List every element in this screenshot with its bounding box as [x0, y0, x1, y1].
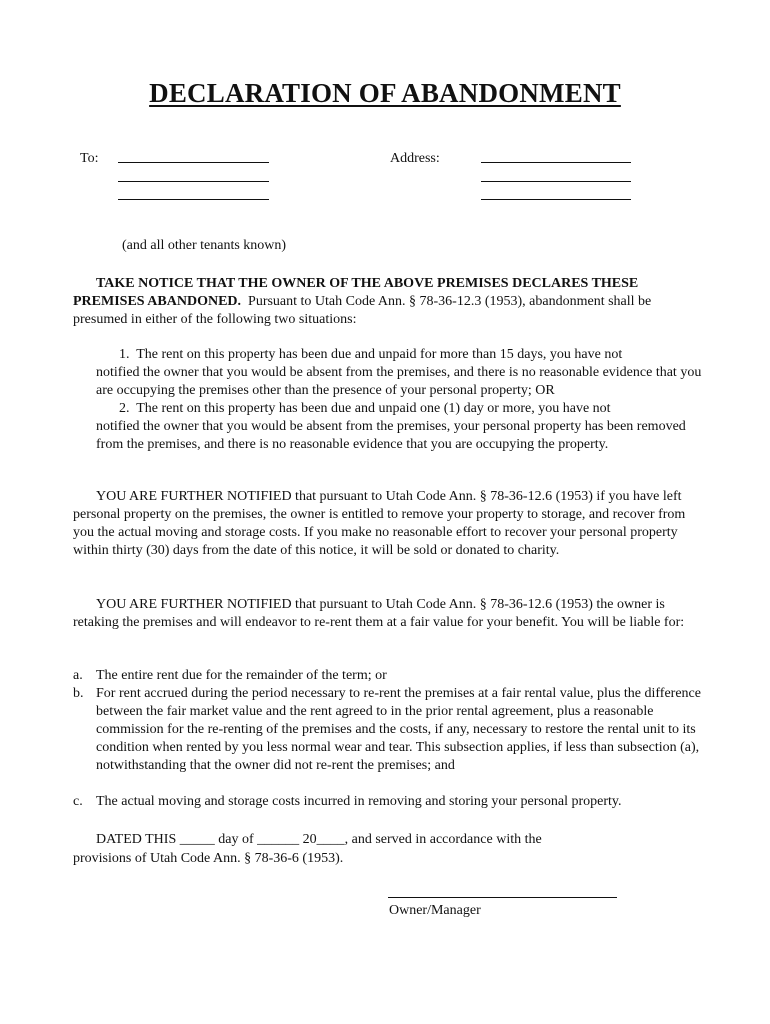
liability-item-a [73, 667, 704, 685]
liability-a-marker: a. [73, 668, 83, 683]
to-blank-line-1 [118, 162, 269, 163]
situation-2 [96, 400, 706, 454]
to-blank-line-3 [118, 199, 269, 200]
liability-c-text: The actual moving and storage costs incurred in removing and storing your personal property. [96, 794, 622, 809]
liability-c-marker: c. [73, 794, 83, 809]
address-label: Address: [390, 151, 440, 166]
to-label: To: [80, 151, 99, 166]
dated-line-2: provisions of Utah Code Ann. § 78-36-6 (1953). [73, 851, 344, 866]
further-notice-storage: YOU ARE FURTHER NOTIFIED that pursuant to Utah Code Ann. § 78-36-12.6 (1953) if you have left personal property on the premises, the owner is entitled to remove your property to storage, and recover from you the actual moving and storage costs. If you make no reasonable effort to recover your personal property within thirty (30) days from the date of this notice, it will be sold or donated to charity. [73, 489, 686, 558]
address-blank-line-3 [481, 199, 631, 200]
to-blank-line-2 [118, 181, 269, 182]
notice-text: Pursuant to Utah Code Ann. § 78-36-12.3 (1953), abandonment shall be presumed in either of the following two situations: [73, 294, 652, 327]
further-notice-rerent: YOU ARE FURTHER NOTIFIED that pursuant to Utah Code Ann. § 78-36-12.6 (1953) the owner is retaking the premises and will endeavor to re-rent them at a fair value for your benefit. You will be liable for: [73, 597, 685, 630]
signature-label: Owner/Manager [389, 903, 481, 918]
situation-1-number: 1. [119, 347, 130, 362]
signature-line [388, 897, 617, 898]
situation-1-rest: notified the owner that you would be absent from the premises, and there is no reasonable evidence that you are occupying the premises other than the presence of your personal property; OR [96, 365, 702, 398]
liability-b-marker: b. [73, 686, 84, 701]
situation-1 [96, 346, 706, 400]
situation-2-rest: notified the owner that you would be absent from the premises, your personal property has been removed from the premises, and there is no reasonable evidence that you are occupying the property. [96, 419, 686, 452]
liability-item-b [73, 685, 704, 775]
document-title: DECLARATION OF ABANDONMENT [149, 78, 621, 108]
notice-bold-lead: TAKE NOTICE THAT THE OWNER OF THE ABOVE PREMISES DECLARES THESE PREMISES ABANDONED. [73, 276, 639, 309]
liability-a-text: The entire rent due for the remainder of the term; or [96, 668, 387, 683]
address-blank-line-2 [481, 181, 631, 182]
situation-1-first-text: The rent on this property has been due and unpaid for more than 15 days, you have not [136, 347, 623, 362]
address-blank-line-1 [481, 162, 631, 163]
notice-paragraph [73, 275, 698, 329]
tenants-note: (and all other tenants known) [122, 238, 287, 253]
situation-2-number: 2. [119, 401, 130, 416]
situation-2-first-line [96, 400, 706, 418]
liability-item-c [73, 793, 704, 811]
dated-line-1: DATED THIS _____ day of ______ 20____, and served in accordance with the [96, 832, 542, 847]
liability-b-text: For rent accrued during the period necessary to re-rent the premises at a fair rental value, plus the difference between the fair market value and the rent agreed to in the prior rental agreement, plus a reasonable commission for the re-renting of the premises and the costs, if any, necessary to restore the rental unit to its condition when rented by you less normal wear and tear. This subsection applies, if less than subsection (a), notwithstanding that the owner did not re-rent the premises; and [96, 686, 701, 773]
situation-2-first-text: The rent on this property has been due and unpaid one (1) day or more, you have not [136, 401, 611, 416]
situation-1-first-line [96, 346, 706, 364]
